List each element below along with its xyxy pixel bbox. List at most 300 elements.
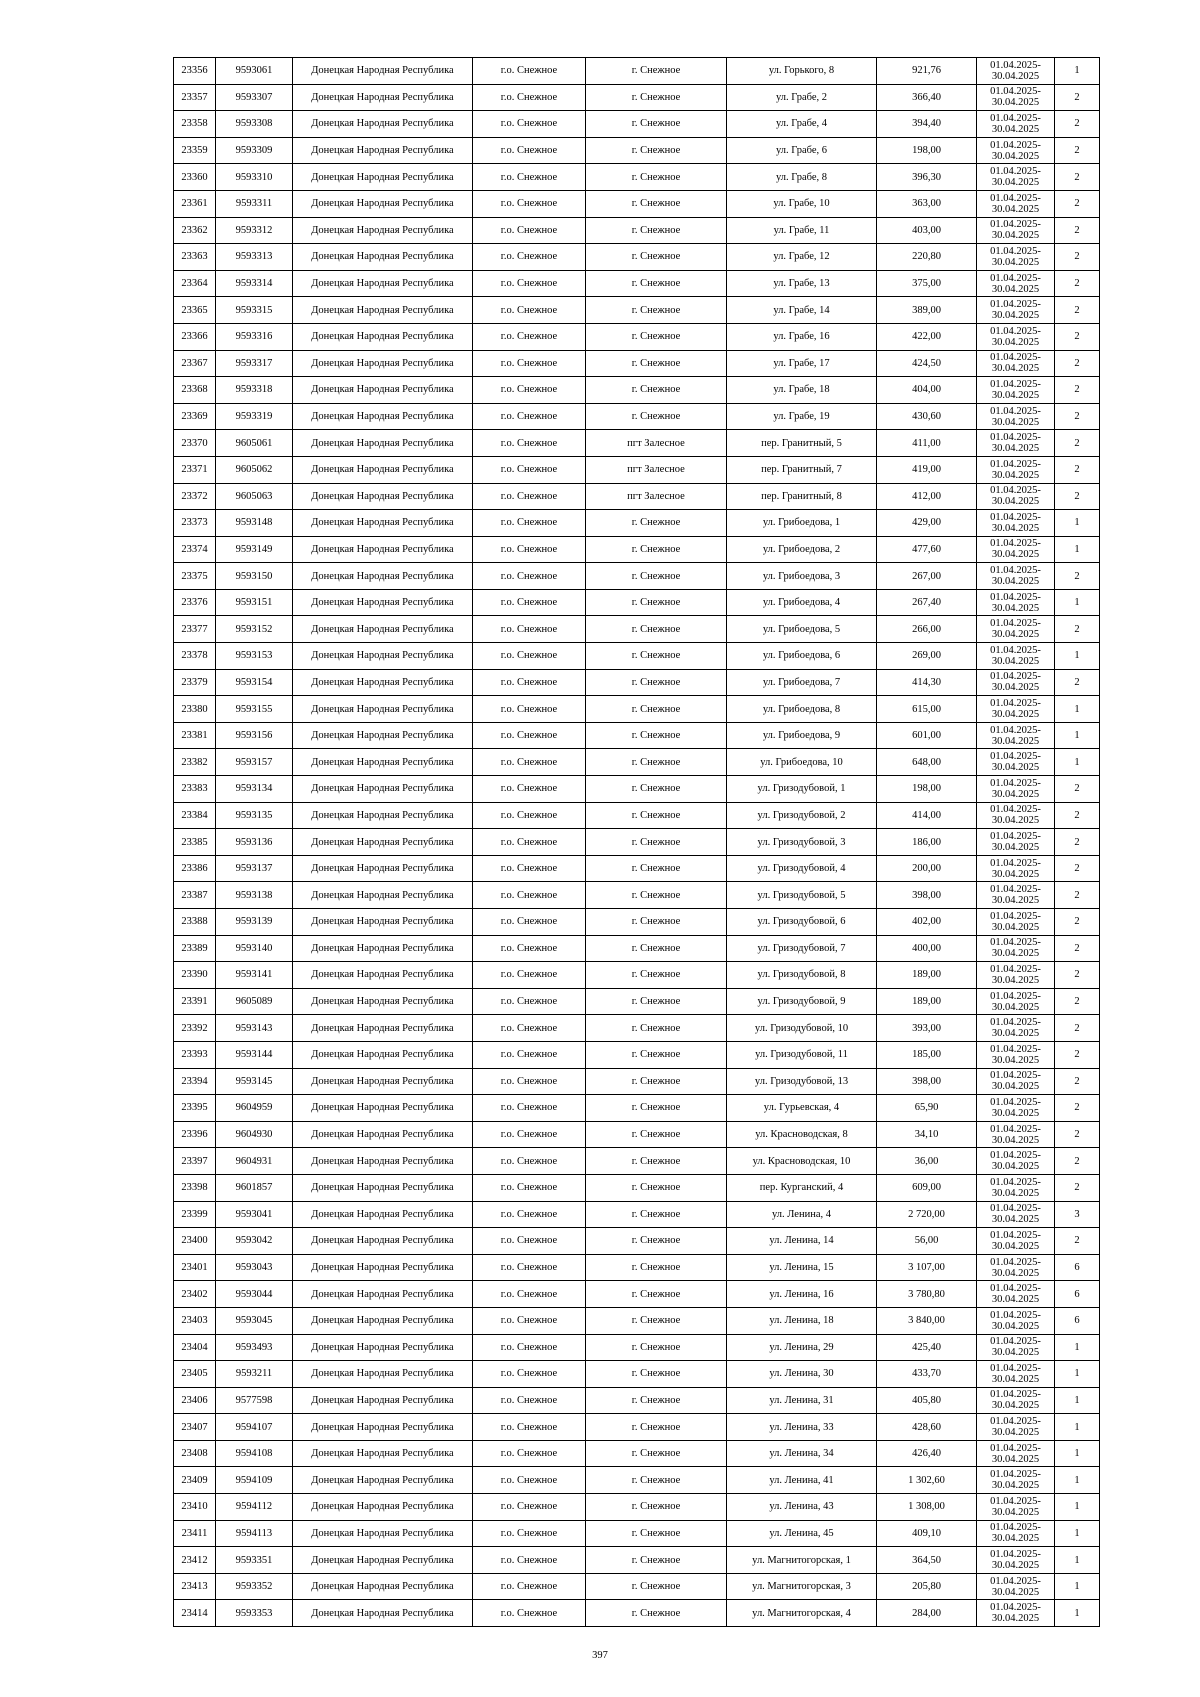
cell-code: 9605062 bbox=[216, 456, 293, 483]
cell-count: 1 bbox=[1055, 696, 1100, 723]
cell-code: 9593307 bbox=[216, 84, 293, 111]
table-row bbox=[174, 1148, 1100, 1175]
cell-district: г.о. Снежное bbox=[473, 1440, 586, 1467]
cell-area: 402,00 bbox=[877, 909, 977, 936]
cell-address: ул. Ленина, 33 bbox=[727, 1414, 877, 1441]
cell-district: г.о. Снежное bbox=[473, 722, 586, 749]
cell-region: Донецкая Народная Республика bbox=[293, 164, 473, 191]
cell-period: 01.04.2025- 30.04.2025 bbox=[977, 270, 1055, 297]
cell-count: 2 bbox=[1055, 829, 1100, 856]
cell-address: ул. Ленина, 31 bbox=[727, 1387, 877, 1414]
cell-locality: г. Снежное bbox=[586, 829, 727, 856]
cell-row-number: 23390 bbox=[174, 962, 216, 989]
cell-region: Донецкая Народная Республика bbox=[293, 749, 473, 776]
cell-code: 9605063 bbox=[216, 483, 293, 510]
cell-count: 2 bbox=[1055, 350, 1100, 377]
cell-area: 3 840,00 bbox=[877, 1307, 977, 1334]
cell-period: 01.04.2025- 30.04.2025 bbox=[977, 696, 1055, 723]
cell-region: Донецкая Народная Республика bbox=[293, 1254, 473, 1281]
cell-region: Донецкая Народная Республика bbox=[293, 84, 473, 111]
cell-locality: г. Снежное bbox=[586, 270, 727, 297]
page-number: 397 bbox=[592, 1650, 608, 1661]
cell-district: г.о. Снежное bbox=[473, 323, 586, 350]
cell-address: ул. Грибоедова, 3 bbox=[727, 563, 877, 590]
cell-count: 1 bbox=[1055, 1440, 1100, 1467]
cell-code: 9601857 bbox=[216, 1174, 293, 1201]
cell-period: 01.04.2025- 30.04.2025 bbox=[977, 829, 1055, 856]
cell-district: г.о. Снежное bbox=[473, 1573, 586, 1600]
cell-area: 269,00 bbox=[877, 643, 977, 670]
table-row bbox=[174, 1573, 1100, 1600]
cell-locality: г. Снежное bbox=[586, 589, 727, 616]
cell-count: 2 bbox=[1055, 297, 1100, 324]
table-row bbox=[174, 882, 1100, 909]
cell-district: г.о. Снежное bbox=[473, 111, 586, 138]
cell-region: Донецкая Народная Республика bbox=[293, 1148, 473, 1175]
cell-row-number: 23375 bbox=[174, 563, 216, 590]
cell-count: 2 bbox=[1055, 270, 1100, 297]
cell-district: г.о. Снежное bbox=[473, 1494, 586, 1521]
cell-count: 2 bbox=[1055, 430, 1100, 457]
cell-region: Донецкая Народная Республика bbox=[293, 430, 473, 457]
cell-address: ул. Ленина, 41 bbox=[727, 1467, 877, 1494]
cell-address: ул. Ленина, 43 bbox=[727, 1494, 877, 1521]
cell-period: 01.04.2025- 30.04.2025 bbox=[977, 589, 1055, 616]
cell-row-number: 23372 bbox=[174, 483, 216, 510]
table-row bbox=[174, 84, 1100, 111]
cell-period: 01.04.2025- 30.04.2025 bbox=[977, 988, 1055, 1015]
cell-count: 2 bbox=[1055, 802, 1100, 829]
cell-locality: пгт Залесное bbox=[586, 483, 727, 510]
cell-district: г.о. Снежное bbox=[473, 1174, 586, 1201]
cell-count: 2 bbox=[1055, 111, 1100, 138]
cell-locality: г. Снежное bbox=[586, 855, 727, 882]
cell-period: 01.04.2025- 30.04.2025 bbox=[977, 1307, 1055, 1334]
cell-region: Донецкая Народная Республика bbox=[293, 1600, 473, 1627]
cell-locality: г. Снежное bbox=[586, 377, 727, 404]
cell-code: 9593319 bbox=[216, 403, 293, 430]
cell-row-number: 23409 bbox=[174, 1467, 216, 1494]
cell-period: 01.04.2025- 30.04.2025 bbox=[977, 190, 1055, 217]
table-row bbox=[174, 297, 1100, 324]
cell-region: Донецкая Народная Республика bbox=[293, 1573, 473, 1600]
cell-code: 9593042 bbox=[216, 1228, 293, 1255]
cell-count: 2 bbox=[1055, 1228, 1100, 1255]
cell-address: ул. Гризодубовой, 2 bbox=[727, 802, 877, 829]
cell-area: 409,10 bbox=[877, 1520, 977, 1547]
table-row bbox=[174, 217, 1100, 244]
cell-area: 428,60 bbox=[877, 1414, 977, 1441]
table-row bbox=[174, 1015, 1100, 1042]
cell-code: 9593211 bbox=[216, 1361, 293, 1388]
cell-period: 01.04.2025- 30.04.2025 bbox=[977, 962, 1055, 989]
cell-row-number: 23394 bbox=[174, 1068, 216, 1095]
cell-address: ул. Грабе, 14 bbox=[727, 297, 877, 324]
cell-district: г.о. Снежное bbox=[473, 510, 586, 537]
cell-period: 01.04.2025- 30.04.2025 bbox=[977, 1095, 1055, 1122]
cell-region: Донецкая Народная Республика bbox=[293, 1228, 473, 1255]
cell-address: ул. Ленина, 14 bbox=[727, 1228, 877, 1255]
table-row bbox=[174, 829, 1100, 856]
cell-district: г.о. Снежное bbox=[473, 1041, 586, 1068]
cell-locality: г. Снежное bbox=[586, 1573, 727, 1600]
cell-address: ул. Магнитогорская, 3 bbox=[727, 1573, 877, 1600]
cell-count: 2 bbox=[1055, 137, 1100, 164]
cell-count: 6 bbox=[1055, 1254, 1100, 1281]
cell-district: г.о. Снежное bbox=[473, 297, 586, 324]
cell-address: ул. Гризодубовой, 4 bbox=[727, 855, 877, 882]
cell-area: 648,00 bbox=[877, 749, 977, 776]
cell-region: Донецкая Народная Республика bbox=[293, 988, 473, 1015]
cell-address: ул. Грабе, 4 bbox=[727, 111, 877, 138]
table-row bbox=[174, 1414, 1100, 1441]
cell-locality: г. Снежное bbox=[586, 1440, 727, 1467]
cell-address: ул. Грибоедова, 2 bbox=[727, 536, 877, 563]
cell-row-number: 23362 bbox=[174, 217, 216, 244]
cell-count: 1 bbox=[1055, 510, 1100, 537]
cell-address: ул. Гризодубовой, 9 bbox=[727, 988, 877, 1015]
cell-area: 398,00 bbox=[877, 1068, 977, 1095]
cell-locality: г. Снежное bbox=[586, 962, 727, 989]
cell-area: 65,90 bbox=[877, 1095, 977, 1122]
cell-period: 01.04.2025- 30.04.2025 bbox=[977, 669, 1055, 696]
cell-district: г.о. Снежное bbox=[473, 802, 586, 829]
cell-address: ул. Грабе, 19 bbox=[727, 403, 877, 430]
cell-area: 403,00 bbox=[877, 217, 977, 244]
cell-period: 01.04.2025- 30.04.2025 bbox=[977, 616, 1055, 643]
cell-code: 9593157 bbox=[216, 749, 293, 776]
cell-locality: г. Снежное bbox=[586, 1121, 727, 1148]
cell-row-number: 23404 bbox=[174, 1334, 216, 1361]
cell-row-number: 23368 bbox=[174, 377, 216, 404]
cell-locality: г. Снежное bbox=[586, 1600, 727, 1627]
cell-row-number: 23378 bbox=[174, 643, 216, 670]
cell-locality: г. Снежное bbox=[586, 297, 727, 324]
cell-region: Донецкая Народная Республика bbox=[293, 643, 473, 670]
cell-district: г.о. Снежное bbox=[473, 1281, 586, 1308]
cell-count: 1 bbox=[1055, 1600, 1100, 1627]
cell-code: 9593138 bbox=[216, 882, 293, 909]
cell-period: 01.04.2025- 30.04.2025 bbox=[977, 563, 1055, 590]
table-row bbox=[174, 137, 1100, 164]
cell-code: 9593144 bbox=[216, 1041, 293, 1068]
cell-area: 198,00 bbox=[877, 776, 977, 803]
cell-locality: г. Снежное bbox=[586, 137, 727, 164]
cell-district: г.о. Снежное bbox=[473, 1361, 586, 1388]
cell-count: 2 bbox=[1055, 988, 1100, 1015]
cell-row-number: 23388 bbox=[174, 909, 216, 936]
cell-district: г.о. Снежное bbox=[473, 84, 586, 111]
cell-period: 01.04.2025- 30.04.2025 bbox=[977, 1201, 1055, 1228]
cell-period: 01.04.2025- 30.04.2025 bbox=[977, 84, 1055, 111]
cell-count: 3 bbox=[1055, 1201, 1100, 1228]
cell-district: г.о. Снежное bbox=[473, 669, 586, 696]
cell-region: Донецкая Народная Республика bbox=[293, 483, 473, 510]
cell-locality: г. Снежное bbox=[586, 643, 727, 670]
cell-row-number: 23373 bbox=[174, 510, 216, 537]
cell-locality: г. Снежное bbox=[586, 749, 727, 776]
cell-row-number: 23384 bbox=[174, 802, 216, 829]
cell-period: 01.04.2025- 30.04.2025 bbox=[977, 510, 1055, 537]
cell-code: 9605061 bbox=[216, 430, 293, 457]
cell-district: г.о. Снежное bbox=[473, 643, 586, 670]
cell-region: Донецкая Народная Республика bbox=[293, 1361, 473, 1388]
cell-address: ул. Магнитогорская, 1 bbox=[727, 1547, 877, 1574]
cell-area: 364,50 bbox=[877, 1547, 977, 1574]
cell-row-number: 23400 bbox=[174, 1228, 216, 1255]
table-row bbox=[174, 1228, 1100, 1255]
cell-region: Донецкая Народная Республика bbox=[293, 510, 473, 537]
cell-code: 9593135 bbox=[216, 802, 293, 829]
cell-address: ул. Гризодубовой, 3 bbox=[727, 829, 877, 856]
cell-area: 1 302,60 bbox=[877, 1467, 977, 1494]
cell-period: 01.04.2025- 30.04.2025 bbox=[977, 935, 1055, 962]
cell-region: Донецкая Народная Республика bbox=[293, 1467, 473, 1494]
table-row bbox=[174, 776, 1100, 803]
cell-code: 9593318 bbox=[216, 377, 293, 404]
cell-code: 9593143 bbox=[216, 1015, 293, 1042]
cell-count: 2 bbox=[1055, 244, 1100, 271]
cell-district: г.о. Снежное bbox=[473, 350, 586, 377]
cell-area: 419,00 bbox=[877, 456, 977, 483]
cell-district: г.о. Снежное bbox=[473, 616, 586, 643]
cell-area: 198,00 bbox=[877, 137, 977, 164]
table-row bbox=[174, 111, 1100, 138]
cell-locality: г. Снежное bbox=[586, 1068, 727, 1095]
cell-region: Донецкая Народная Республика bbox=[293, 1387, 473, 1414]
cell-period: 01.04.2025- 30.04.2025 bbox=[977, 1361, 1055, 1388]
cell-region: Донецкая Народная Республика bbox=[293, 403, 473, 430]
cell-district: г.о. Снежное bbox=[473, 1254, 586, 1281]
cell-address: ул. Гурьевская, 4 bbox=[727, 1095, 877, 1122]
cell-area: 412,00 bbox=[877, 483, 977, 510]
cell-area: 426,40 bbox=[877, 1440, 977, 1467]
cell-row-number: 23391 bbox=[174, 988, 216, 1015]
table-row bbox=[174, 988, 1100, 1015]
cell-count: 1 bbox=[1055, 1520, 1100, 1547]
cell-code: 9604931 bbox=[216, 1148, 293, 1175]
cell-area: 411,00 bbox=[877, 430, 977, 457]
cell-code: 9593493 bbox=[216, 1334, 293, 1361]
cell-region: Донецкая Народная Республика bbox=[293, 1520, 473, 1547]
cell-region: Донецкая Народная Республика bbox=[293, 456, 473, 483]
table-row bbox=[174, 1254, 1100, 1281]
cell-count: 2 bbox=[1055, 962, 1100, 989]
cell-row-number: 23397 bbox=[174, 1148, 216, 1175]
cell-row-number: 23358 bbox=[174, 111, 216, 138]
cell-count: 2 bbox=[1055, 563, 1100, 590]
cell-region: Донецкая Народная Республика bbox=[293, 350, 473, 377]
table-row bbox=[174, 403, 1100, 430]
cell-area: 400,00 bbox=[877, 935, 977, 962]
cell-locality: г. Снежное bbox=[586, 696, 727, 723]
cell-region: Донецкая Народная Республика bbox=[293, 1281, 473, 1308]
cell-count: 2 bbox=[1055, 855, 1100, 882]
cell-district: г.о. Снежное bbox=[473, 430, 586, 457]
cell-region: Донецкая Народная Республика bbox=[293, 323, 473, 350]
cell-row-number: 23398 bbox=[174, 1174, 216, 1201]
cell-count: 1 bbox=[1055, 536, 1100, 563]
cell-address: ул. Ленина, 18 bbox=[727, 1307, 877, 1334]
cell-area: 189,00 bbox=[877, 962, 977, 989]
cell-code: 9593315 bbox=[216, 297, 293, 324]
cell-area: 394,40 bbox=[877, 111, 977, 138]
cell-code: 9593061 bbox=[216, 58, 293, 85]
cell-row-number: 23401 bbox=[174, 1254, 216, 1281]
cell-code: 9593044 bbox=[216, 1281, 293, 1308]
cell-locality: г. Снежное bbox=[586, 1148, 727, 1175]
cell-address: ул. Ленина, 45 bbox=[727, 1520, 877, 1547]
cell-locality: г. Снежное bbox=[586, 323, 727, 350]
cell-row-number: 23393 bbox=[174, 1041, 216, 1068]
cell-count: 2 bbox=[1055, 882, 1100, 909]
table-row bbox=[174, 802, 1100, 829]
cell-code: 9594113 bbox=[216, 1520, 293, 1547]
cell-code: 9593148 bbox=[216, 510, 293, 537]
cell-period: 01.04.2025- 30.04.2025 bbox=[977, 1440, 1055, 1467]
cell-locality: г. Снежное bbox=[586, 1467, 727, 1494]
cell-district: г.о. Снежное bbox=[473, 1600, 586, 1627]
cell-area: 186,00 bbox=[877, 829, 977, 856]
cell-period: 01.04.2025- 30.04.2025 bbox=[977, 323, 1055, 350]
cell-row-number: 23360 bbox=[174, 164, 216, 191]
cell-address: ул. Магнитогорская, 4 bbox=[727, 1600, 877, 1627]
cell-address: ул. Красноводская, 10 bbox=[727, 1148, 877, 1175]
cell-region: Донецкая Народная Республика bbox=[293, 377, 473, 404]
cell-district: г.о. Снежное bbox=[473, 190, 586, 217]
cell-row-number: 23406 bbox=[174, 1387, 216, 1414]
cell-period: 01.04.2025- 30.04.2025 bbox=[977, 882, 1055, 909]
table-row bbox=[174, 855, 1100, 882]
cell-count: 2 bbox=[1055, 1121, 1100, 1148]
cell-area: 36,00 bbox=[877, 1148, 977, 1175]
table-row bbox=[174, 749, 1100, 776]
cell-row-number: 23382 bbox=[174, 749, 216, 776]
cell-area: 398,00 bbox=[877, 882, 977, 909]
cell-count: 1 bbox=[1055, 722, 1100, 749]
cell-code: 9593152 bbox=[216, 616, 293, 643]
cell-row-number: 23379 bbox=[174, 669, 216, 696]
cell-count: 2 bbox=[1055, 776, 1100, 803]
table-body bbox=[174, 58, 1100, 1627]
cell-period: 01.04.2025- 30.04.2025 bbox=[977, 483, 1055, 510]
cell-locality: г. Снежное bbox=[586, 84, 727, 111]
cell-region: Донецкая Народная Республика bbox=[293, 882, 473, 909]
cell-period: 01.04.2025- 30.04.2025 bbox=[977, 1015, 1055, 1042]
cell-locality: г. Снежное bbox=[586, 403, 727, 430]
cell-code: 9594107 bbox=[216, 1414, 293, 1441]
cell-address: ул. Красноводская, 8 bbox=[727, 1121, 877, 1148]
table-row bbox=[174, 190, 1100, 217]
cell-district: г.о. Снежное bbox=[473, 137, 586, 164]
cell-locality: г. Снежное bbox=[586, 58, 727, 85]
cell-address: ул. Ленина, 15 bbox=[727, 1254, 877, 1281]
cell-region: Донецкая Народная Республика bbox=[293, 616, 473, 643]
cell-code: 9593134 bbox=[216, 776, 293, 803]
cell-locality: г. Снежное bbox=[586, 350, 727, 377]
cell-code: 9593153 bbox=[216, 643, 293, 670]
cell-row-number: 23371 bbox=[174, 456, 216, 483]
cell-period: 01.04.2025- 30.04.2025 bbox=[977, 1174, 1055, 1201]
table-row bbox=[174, 589, 1100, 616]
cell-code: 9604930 bbox=[216, 1121, 293, 1148]
cell-row-number: 23405 bbox=[174, 1361, 216, 1388]
cell-count: 2 bbox=[1055, 616, 1100, 643]
cell-count: 2 bbox=[1055, 1068, 1100, 1095]
cell-district: г.о. Снежное bbox=[473, 456, 586, 483]
cell-address: ул. Гризодубовой, 7 bbox=[727, 935, 877, 962]
cell-locality: г. Снежное bbox=[586, 1414, 727, 1441]
cell-district: г.о. Снежное bbox=[473, 855, 586, 882]
cell-address: ул. Гризодубовой, 1 bbox=[727, 776, 877, 803]
cell-region: Донецкая Народная Республика bbox=[293, 244, 473, 271]
cell-count: 2 bbox=[1055, 669, 1100, 696]
cell-locality: г. Снежное bbox=[586, 882, 727, 909]
cell-region: Донецкая Народная Республика bbox=[293, 1440, 473, 1467]
cell-period: 01.04.2025- 30.04.2025 bbox=[977, 1600, 1055, 1627]
cell-address: ул. Грибоедова, 5 bbox=[727, 616, 877, 643]
cell-area: 404,00 bbox=[877, 377, 977, 404]
cell-count: 1 bbox=[1055, 1494, 1100, 1521]
cell-address: пер. Курганский, 4 bbox=[727, 1174, 877, 1201]
cell-row-number: 23383 bbox=[174, 776, 216, 803]
cell-district: г.о. Снежное bbox=[473, 403, 586, 430]
cell-district: г.о. Снежное bbox=[473, 1414, 586, 1441]
cell-code: 9593045 bbox=[216, 1307, 293, 1334]
cell-district: г.о. Снежное bbox=[473, 58, 586, 85]
cell-period: 01.04.2025- 30.04.2025 bbox=[977, 1547, 1055, 1574]
cell-locality: г. Снежное bbox=[586, 1228, 727, 1255]
table-row bbox=[174, 164, 1100, 191]
cell-region: Донецкая Народная Республика bbox=[293, 589, 473, 616]
cell-locality: г. Снежное bbox=[586, 1254, 727, 1281]
cell-period: 01.04.2025- 30.04.2025 bbox=[977, 722, 1055, 749]
cell-district: г.о. Снежное bbox=[473, 1201, 586, 1228]
cell-code: 9593150 bbox=[216, 563, 293, 590]
cell-address: пер. Гранитный, 8 bbox=[727, 483, 877, 510]
cell-area: 375,00 bbox=[877, 270, 977, 297]
cell-district: г.о. Снежное bbox=[473, 1228, 586, 1255]
cell-count: 2 bbox=[1055, 377, 1100, 404]
cell-district: г.о. Снежное bbox=[473, 164, 586, 191]
cell-row-number: 23414 bbox=[174, 1600, 216, 1627]
cell-period: 01.04.2025- 30.04.2025 bbox=[977, 297, 1055, 324]
cell-region: Донецкая Народная Республика bbox=[293, 270, 473, 297]
cell-address: ул. Грибоедова, 6 bbox=[727, 643, 877, 670]
table-row bbox=[174, 456, 1100, 483]
table-row bbox=[174, 1174, 1100, 1201]
cell-area: 200,00 bbox=[877, 855, 977, 882]
cell-row-number: 23412 bbox=[174, 1547, 216, 1574]
cell-code: 9593154 bbox=[216, 669, 293, 696]
cell-region: Донецкая Народная Республика bbox=[293, 776, 473, 803]
table-row bbox=[174, 962, 1100, 989]
cell-period: 01.04.2025- 30.04.2025 bbox=[977, 1041, 1055, 1068]
cell-address: пер. Гранитный, 7 bbox=[727, 456, 877, 483]
cell-district: г.о. Снежное bbox=[473, 1095, 586, 1122]
cell-area: 56,00 bbox=[877, 1228, 977, 1255]
cell-count: 2 bbox=[1055, 1174, 1100, 1201]
cell-address: ул. Гризодубовой, 13 bbox=[727, 1068, 877, 1095]
cell-district: г.о. Снежное bbox=[473, 1015, 586, 1042]
cell-code: 9593313 bbox=[216, 244, 293, 271]
cell-area: 921,76 bbox=[877, 58, 977, 85]
cell-code: 9593041 bbox=[216, 1201, 293, 1228]
table-row bbox=[174, 1068, 1100, 1095]
cell-address: ул. Ленина, 34 bbox=[727, 1440, 877, 1467]
cell-count: 2 bbox=[1055, 164, 1100, 191]
cell-region: Донецкая Народная Республика bbox=[293, 722, 473, 749]
